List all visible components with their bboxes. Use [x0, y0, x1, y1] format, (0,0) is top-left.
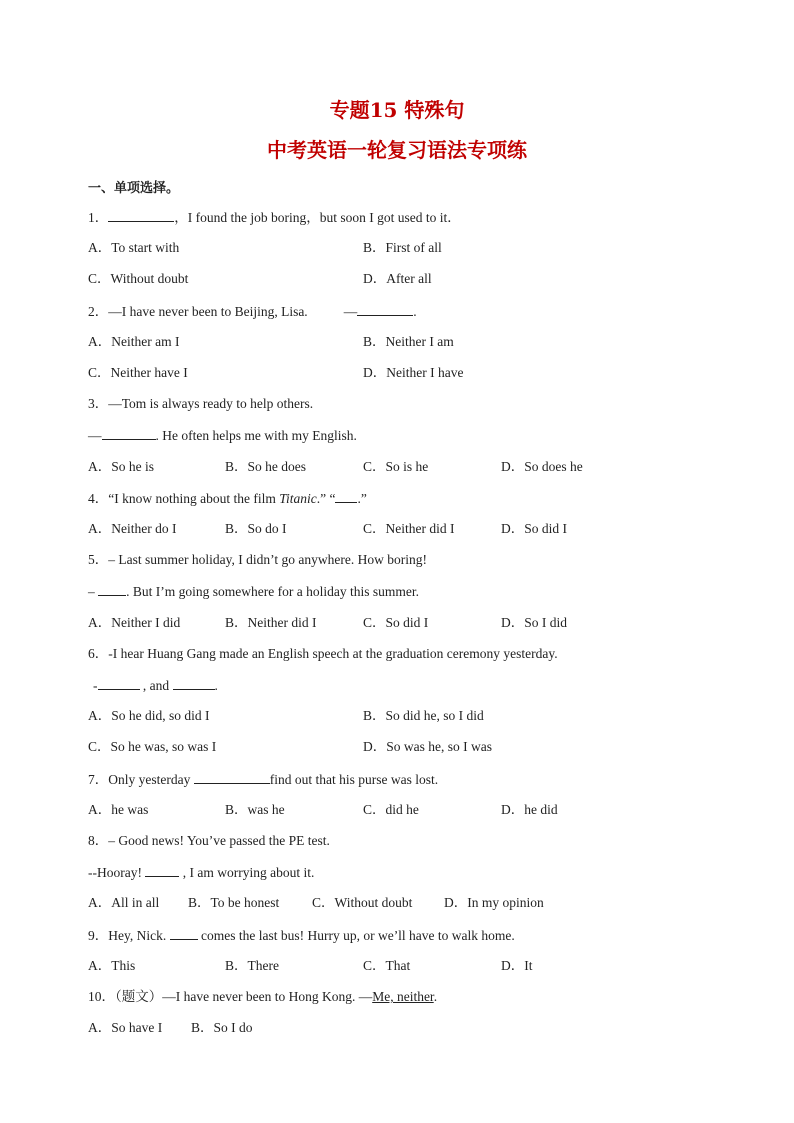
q7-option-a: A．he was — [88, 802, 149, 817]
answer-blank — [98, 582, 126, 596]
document-title: 专题15 特殊句 — [329, 98, 465, 122]
q9-option-c: C．That — [363, 958, 411, 973]
q1-option-a: A．To start with — [88, 240, 180, 255]
q2-option-a: A．Neither am I — [88, 334, 180, 349]
answer-blank — [98, 676, 140, 690]
q6-option-b: B．So did he, so I did — [363, 708, 484, 723]
q10-option-a: A．So have I — [88, 1020, 163, 1035]
q5-option-a: A．Neither I did — [88, 615, 181, 630]
q5-option-d: D．So I did — [501, 615, 568, 630]
q7-option-c: C．did he — [363, 802, 419, 817]
q8-option-c: C．Without doubt — [312, 895, 413, 910]
q5-option-c: C．So did I — [363, 615, 429, 630]
q8-option-a: A．All in all — [88, 895, 160, 910]
q3-option-b: B．So he does — [225, 459, 306, 474]
underlined-phrase: Me, neither — [372, 989, 434, 1004]
question-8: 8．– Good news! You’ve passed the PE test. — [88, 833, 330, 848]
q8-option-b: B．To be honest — [188, 895, 280, 910]
q6-option-c: C．So he was, so was I — [88, 739, 217, 754]
q9-option-b: B．There — [225, 958, 279, 973]
question-7: 7．Only yesterday find out that his purse was lost. — [88, 772, 439, 787]
q1-option-b: B．First of all — [363, 240, 442, 255]
question-3: 3．—Tom is always ready to help others. — [88, 396, 314, 411]
question-2: 2．—I have never been to Beijing, Lisa. — . — [88, 304, 417, 319]
q4-option-b: B．So do I — [225, 521, 287, 536]
q1-option-c: C．Without doubt — [88, 271, 189, 286]
question-6: 6．-I hear Huang Gang made an English speech at the graduation ceremony yesterday. — [88, 646, 558, 661]
answer-blank — [173, 676, 215, 690]
question-5-reply: – . But I’m going somewhere for a holiday this summer. — [88, 584, 419, 599]
question-10: 10．（题文）—I have never been to Hong Kong. —Me, neither. — [88, 989, 438, 1004]
question-4: 4．“I know nothing about the film Titanic.” “ .” — [88, 491, 367, 506]
question-8-reply: --Hooray! , I am worrying about it. — [88, 865, 315, 880]
answer-blank — [170, 926, 198, 940]
document-subtitle: 中考英语一轮复习语法专项练 — [267, 138, 527, 162]
q5-option-b: B．Neither did I — [225, 615, 317, 630]
q2-option-c: C．Neither have I — [88, 365, 188, 380]
q2-option-d: D．Neither I have — [363, 365, 464, 380]
q4-option-c: C．Neither did I — [363, 521, 455, 536]
question-1: 1． ，I found the job boring，but soon I got used to it． — [88, 210, 461, 225]
q7-option-d: D．he did — [501, 802, 558, 817]
q7-option-b: B．was he — [225, 802, 285, 817]
q9-option-a: A．This — [88, 958, 136, 973]
q3-option-d: D．So does he — [501, 459, 583, 474]
q10-option-b: B．So I do — [191, 1020, 253, 1035]
answer-blank — [357, 302, 413, 316]
answer-blank — [108, 208, 174, 222]
section-heading: 一、单项选择。 — [88, 181, 180, 196]
q6-option-a: A．So he did, so did I — [88, 708, 210, 723]
q4-option-a: A．Neither do I — [88, 521, 177, 536]
answer-blank — [145, 863, 179, 877]
answer-blank — [194, 770, 270, 784]
question-9: 9．Hey, Nick. comes the last bus! Hurry up, or we’ll have to walk home. — [88, 928, 515, 943]
q9-option-d: D．It — [501, 958, 533, 973]
q3-option-a: A．So he is — [88, 459, 155, 474]
question-3-reply: — . He often helps me with my English. — [88, 428, 357, 443]
q3-option-c: C．So is he — [363, 459, 429, 474]
answer-blank — [102, 426, 156, 440]
q6-option-d: D．So was he, so I was — [363, 739, 492, 754]
q1-option-d: D．After all — [363, 271, 432, 286]
q2-option-b: B．Neither I am — [363, 334, 454, 349]
question-5: 5．– Last summer holiday, I didn’t go anywhere. How boring! — [88, 552, 427, 567]
q4-option-d: D．So did I — [501, 521, 568, 536]
q8-option-d: D．In my opinion — [444, 895, 544, 910]
answer-blank — [335, 489, 357, 503]
question-6-reply: - , and . — [93, 678, 218, 693]
